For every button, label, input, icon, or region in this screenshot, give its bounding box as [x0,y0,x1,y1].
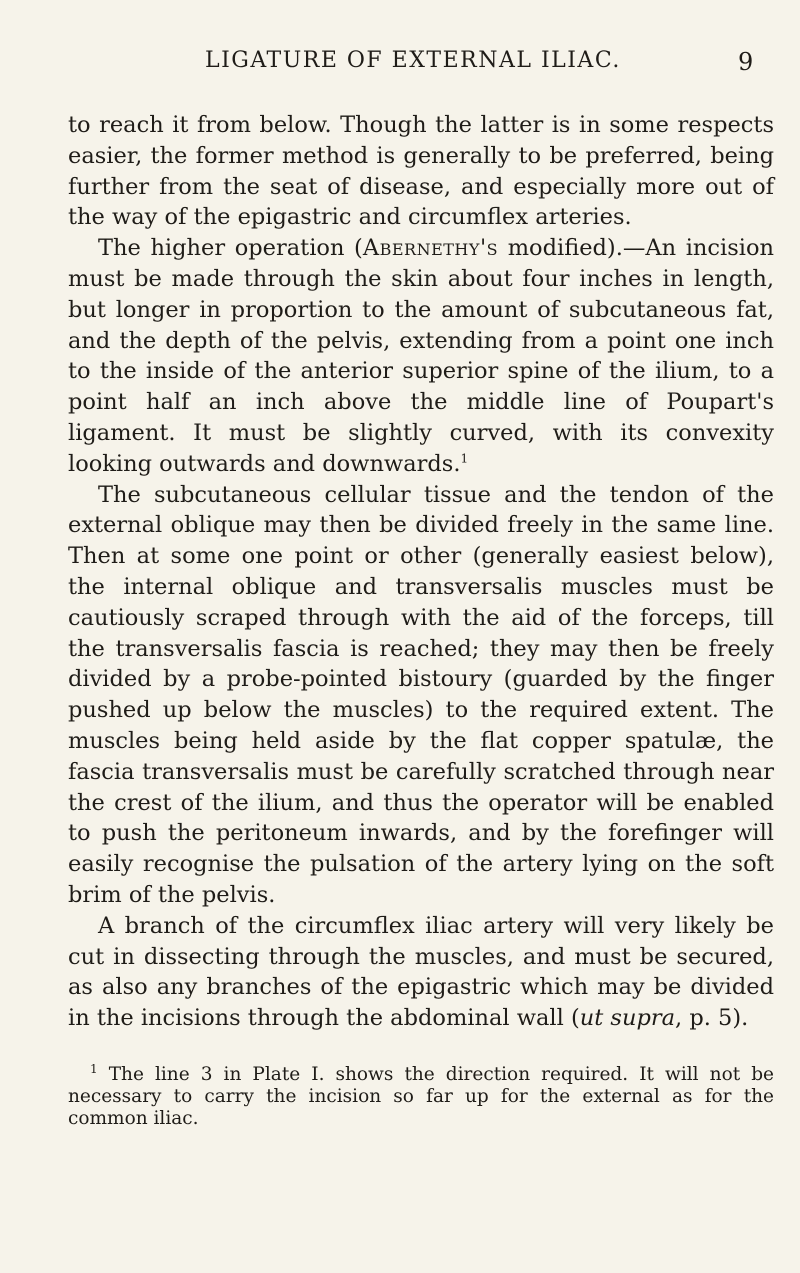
footnote-marker: 1 [90,1061,98,1076]
footnote-reference: 1 [460,451,469,466]
main-text [68,110,774,1034]
footnote-text: The line 3 in Plate I. shows the direction required. It will not be necessary to carry the incision so far up for the external as for the common iliac. [68,1064,774,1129]
section-lead-end: modified). [498,235,623,262]
paragraph-circumflex-branch [68,911,774,1034]
footnote-block [68,1061,774,1130]
page-number: 9 [738,48,754,76]
paragraph-text: A branch of the circumflex iliac artery will very likely be cut in dissecting through the muscles, and must be secured, as also any branches of the epigastric which may be divided in the incisions through the abdominal wall ( [68,912,774,1032]
paragraph-body: —An incision must be made through the skin about four inches in length, but longer in proportion to the amount of subcutaneous fat, and the depth of the pelvis, extending from a point one inch to the inside of the anterior superior spine of the ilium, to a point half an inch above the middle line of Poupart's ligament. It must be slightly curved, with its convexity looking outwards and downwards. [68,235,774,477]
surgeon-name: Abernethy's [362,235,499,262]
paragraph-continuation: to reach it from below. Though the latter is in some respects easier, the former method is generally to be preferred, being further from the seat of disease, and especially more out of the way of the epigastric and circumflex arteries. [68,112,774,231]
page-reference: , p. 5). [675,1005,749,1032]
paragraph-dissection: The subcutaneous cellular tissue and the tendon of the external oblique may then be divided freely in the same line. Then at some one point or other (generally easiest below), the internal oblique and transversalis muscles must be cautiously scraped through with the aid of the forceps, till the transversalis fascia is reached; they may then be freely divided by a probe-pointed bistoury (guarded by the finger pushed up below the muscles) to the required extent. The muscles being held aside by the flat copper spatulæ, the fascia transversalis must be carefully scratched through near the crest of the ilium, and thus the operator will be enabled to push the peritoneum inwards, and by the forefinger will easily recognise the pulsation of the artery lying on the soft brim of the pelvis. [68,481,774,908]
section-lead: The higher operation ( [98,235,363,262]
running-head: LIGATURE OF EXTERNAL ILIAC. [205,48,621,73]
latin-reference: ut supra [579,1005,676,1032]
footnote [68,1061,774,1130]
paragraph-higher-operation [68,233,774,479]
